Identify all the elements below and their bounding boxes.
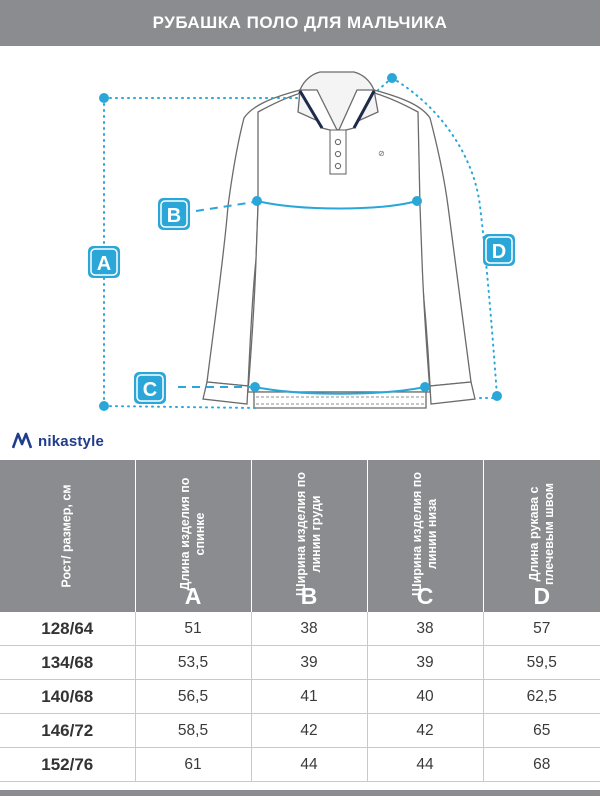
value-cell: 39 [367, 646, 483, 680]
header-letter: A [184, 583, 202, 609]
marker-c [134, 372, 166, 404]
table-row [0, 612, 600, 646]
svg-text:D: D [491, 241, 507, 263]
marker-b [158, 198, 190, 230]
header-label: Ширина изделия по линии груди [294, 472, 323, 596]
header-chest-width [251, 460, 367, 612]
size-cell: 134/68 [0, 646, 135, 680]
value-cell: 61 [135, 748, 251, 782]
size-cell: 146/72 [0, 714, 135, 748]
header-label: Рост/ размер, см [59, 484, 74, 588]
svg-text:B: B [166, 205, 182, 227]
value-cell: 62,5 [483, 680, 600, 714]
value-cell: 57 [483, 612, 600, 646]
size-table [0, 460, 600, 782]
value-cell: 42 [367, 714, 483, 748]
value-cell: 58,5 [135, 714, 251, 748]
page-title: РУБАШКА ПОЛО ДЛЯ МАЛЬЧИКА [0, 0, 600, 46]
value-cell: 59,5 [483, 646, 600, 680]
polo-shirt-diagram [0, 46, 600, 422]
table-row [0, 748, 600, 782]
brand-name: nikastyle [38, 432, 105, 450]
header-hem-width [367, 460, 483, 612]
brand [12, 430, 104, 452]
size-cell: 152/76 [0, 748, 135, 782]
polo-shirt-illustration [203, 72, 475, 408]
value-cell: 38 [251, 612, 367, 646]
value-cell: 39 [251, 646, 367, 680]
header-label: Ширина изделия по линии низа [410, 472, 439, 596]
table-row [0, 680, 600, 714]
value-cell: 40 [367, 680, 483, 714]
value-cell: 53,5 [135, 646, 251, 680]
value-cell: 65 [483, 714, 600, 748]
header-letter: B [300, 583, 318, 609]
value-cell: 51 [135, 612, 251, 646]
value-cell: 38 [367, 612, 483, 646]
header-label: Длина изделия по спинке [178, 477, 207, 591]
header-size [0, 460, 135, 612]
header-length-back [135, 460, 251, 612]
table-row [0, 714, 600, 748]
marker-d [483, 234, 515, 266]
nikastyle-logo-icon [12, 432, 32, 450]
header-label: Длина рукава с плечевым швом [526, 483, 556, 585]
value-cell: 44 [251, 748, 367, 782]
svg-text:C: C [142, 379, 158, 401]
table-row [0, 646, 600, 680]
svg-text:⊘: ⊘ [378, 149, 385, 158]
marker-a [88, 246, 120, 278]
header-letter: D [533, 583, 551, 609]
value-cell: 56,5 [135, 680, 251, 714]
header-letter: C [416, 583, 434, 609]
value-cell: 68 [483, 748, 600, 782]
value-cell: 41 [251, 680, 367, 714]
size-table-header [0, 460, 600, 612]
footer-bar [0, 790, 600, 796]
size-cell: 140/68 [0, 680, 135, 714]
svg-text:A: A [96, 253, 112, 275]
value-cell: 44 [367, 748, 483, 782]
value-cell: 42 [251, 714, 367, 748]
header-sleeve-length [483, 460, 600, 612]
size-cell: 128/64 [0, 612, 135, 646]
